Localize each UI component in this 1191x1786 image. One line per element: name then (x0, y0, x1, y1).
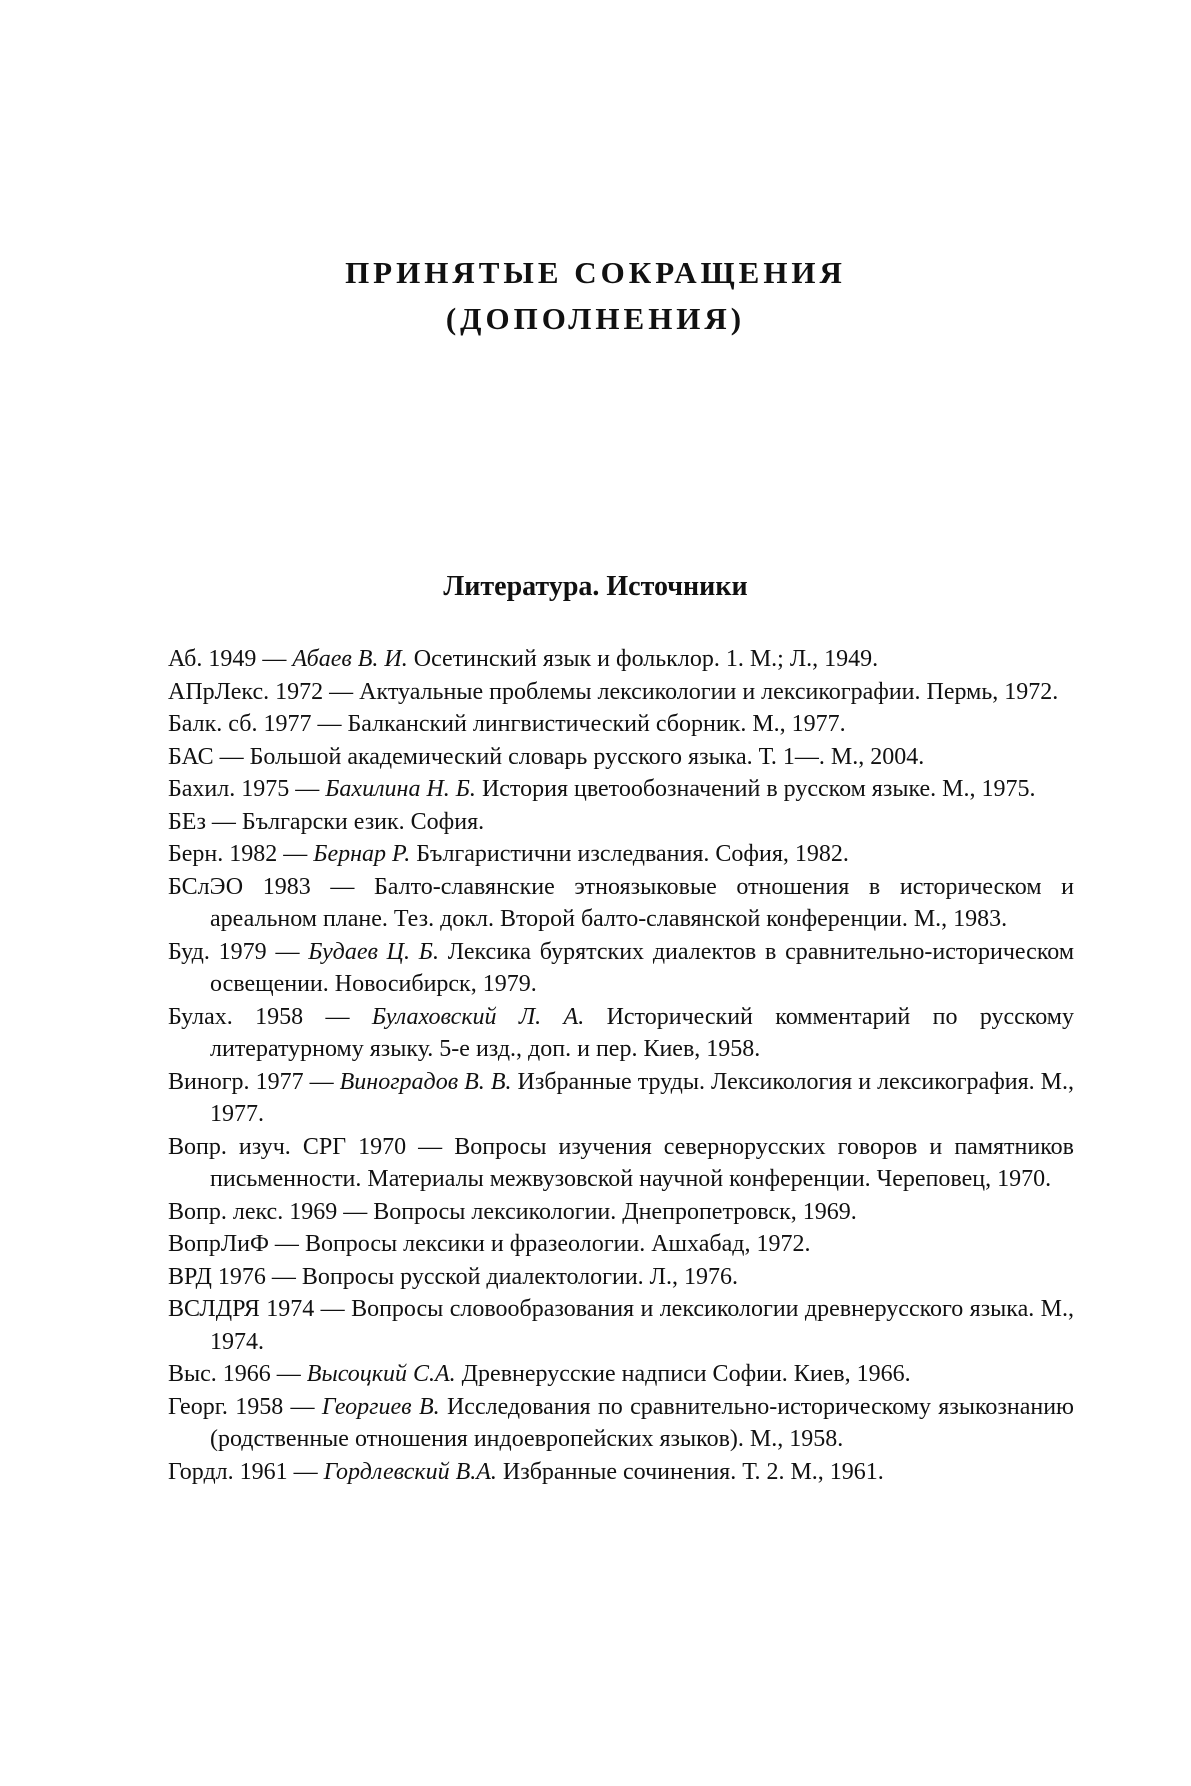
entry-description: Осетинский язык и фольклор. 1. М.; Л., 1949. (407, 646, 879, 672)
entry-description: Вопросы русской диалектологии. Л., 1976. (301, 1263, 738, 1290)
entry-description: История цветообозначений в русском языке. М., 1975. (475, 776, 1036, 802)
entry-abbreviation: Вопр. изуч. СРГ 1970 — (168, 1133, 455, 1160)
abbreviation-entry (168, 1228, 1074, 1261)
abbreviation-entry (168, 936, 1074, 1001)
abbreviation-entry (168, 708, 1074, 741)
entry-author: Будаев Ц. Б. (308, 938, 439, 965)
entry-abbreviation: АПрЛекс. 1972 — (168, 678, 360, 705)
entry-abbreviation: Бахил. 1975 — (168, 776, 326, 802)
entry-description: Вопросы лексики и фразеологии. Ашхабад, 1972. (304, 1231, 811, 1257)
entry-abbreviation: Буд. 1979 — (168, 938, 309, 965)
abbreviation-entry (168, 1131, 1074, 1196)
entry-description: Български език. София. (241, 808, 485, 835)
abbreviation-entry (168, 871, 1074, 936)
entry-author: Бернар Р. (313, 841, 411, 867)
abbreviation-entry (168, 741, 1074, 774)
entry-description: Избранные сочинения. Т. 2. М., 1961. (496, 1458, 884, 1485)
abbreviation-entry (168, 773, 1074, 806)
entry-author: Абаев В. И. (292, 646, 408, 672)
entry-abbreviation: Вопр. лекс. 1969 — (168, 1198, 374, 1225)
entry-description: Балканский лингвистический сборник. М., 1977. (347, 711, 846, 737)
abbreviation-entry (168, 1293, 1074, 1358)
entry-abbreviation: Аб. 1949 — (168, 646, 293, 672)
entry-author: Булаховский Л. А. (371, 1003, 585, 1030)
section-heading: Литература. Источники (443, 571, 748, 602)
entry-author: Гордлевский В.А. (323, 1458, 497, 1485)
abbreviation-entry (168, 1391, 1074, 1456)
page-title-line-2: (ДОПОЛНЕНИЯ) (445, 301, 746, 336)
entry-abbreviation: Берн. 1982 — (168, 841, 314, 867)
entry-description: Вопросы словообразования и лексикологии древнерусского языка. М., 1974. (210, 1296, 1074, 1355)
entry-abbreviation: БАС — (168, 743, 250, 770)
entry-description: Исторический комментарий по русскому литературному языку. 5-е изд., доп. и пер. Киев, 1958. (210, 1003, 1074, 1062)
abbreviation-entry (168, 838, 1074, 871)
entry-description: Вопросы лексикологии. Днепропетровск, 1969. (373, 1198, 857, 1225)
entry-abbreviation: БЕз — (168, 808, 242, 835)
entry-description: Древнерусские надписи Софии. Киев, 1966. (455, 1361, 911, 1387)
page-title (0, 250, 1191, 342)
abbreviation-entry (168, 1358, 1074, 1391)
entry-abbreviation: ВопрЛиФ — (168, 1231, 305, 1257)
entry-abbreviation: БСлЭО 1983 — (168, 873, 374, 900)
entry-description: Актуальные проблемы лексикологии и лексикографии. Пермь, 1972. (359, 678, 1059, 705)
abbreviation-entry (168, 676, 1074, 709)
entry-description: Лексика бурятских диалектов в сравнительно-историческом освещении. Новосибирск, 1979. (210, 938, 1075, 997)
entry-abbreviation: Георг. 1958 — (168, 1393, 322, 1420)
entry-description: Балто-славянские этноязыковые отношения в историческом и ареальном плане. Тез. докл. Второй балто-славянской конференции. М., 1983. (210, 873, 1074, 932)
abbreviation-entry (168, 806, 1074, 839)
abbreviation-list (168, 643, 1074, 1488)
entry-author: Георгиев В. (321, 1393, 440, 1420)
entry-author: Высоцкий С.А. (306, 1361, 456, 1387)
entry-abbreviation: Балк. сб. 1977 — (168, 711, 348, 737)
abbreviation-entry (168, 1001, 1074, 1066)
entry-description: Большой академический словарь русского языка. Т. 1—. М., 2004. (249, 743, 925, 770)
entry-author: Виноградов В. В. (339, 1068, 512, 1095)
entry-abbreviation: ВСЛДРЯ 1974 — (168, 1296, 352, 1322)
entry-description: Вопросы изучения севернорусских говоров и памятников письменности. Материалы межвузовской научной конференции. Череповец, 1970. (210, 1133, 1074, 1192)
entry-author: Бахилина Н. Б. (325, 776, 476, 802)
entry-abbreviation: Булах. 1958 — (168, 1003, 372, 1030)
entry-abbreviation: Выс. 1966 — (168, 1361, 307, 1387)
entry-abbreviation: ВРД 1976 — (168, 1263, 302, 1290)
entry-description: Българистични изследвания. София, 1982. (410, 841, 849, 867)
abbreviation-entry (168, 643, 1074, 676)
abbreviation-entry (168, 1066, 1074, 1131)
abbreviation-entry (168, 1261, 1074, 1294)
entry-abbreviation: Гордл. 1961 — (168, 1458, 324, 1485)
abbreviation-entry (168, 1196, 1074, 1229)
page-title-line-1: ПРИНЯТЫЕ СОКРАЩЕНИЯ (345, 255, 846, 290)
entry-description: Избранные труды. Лексикология и лексикография. М., 1977. (210, 1068, 1074, 1127)
entry-description: Исследования по сравнительно-историческому языкознанию (родственные отношения индоевропейских языков). М., 1958. (210, 1393, 1074, 1452)
abbreviation-entry (168, 1456, 1074, 1489)
entry-abbreviation: Виногр. 1977 — (168, 1068, 340, 1095)
